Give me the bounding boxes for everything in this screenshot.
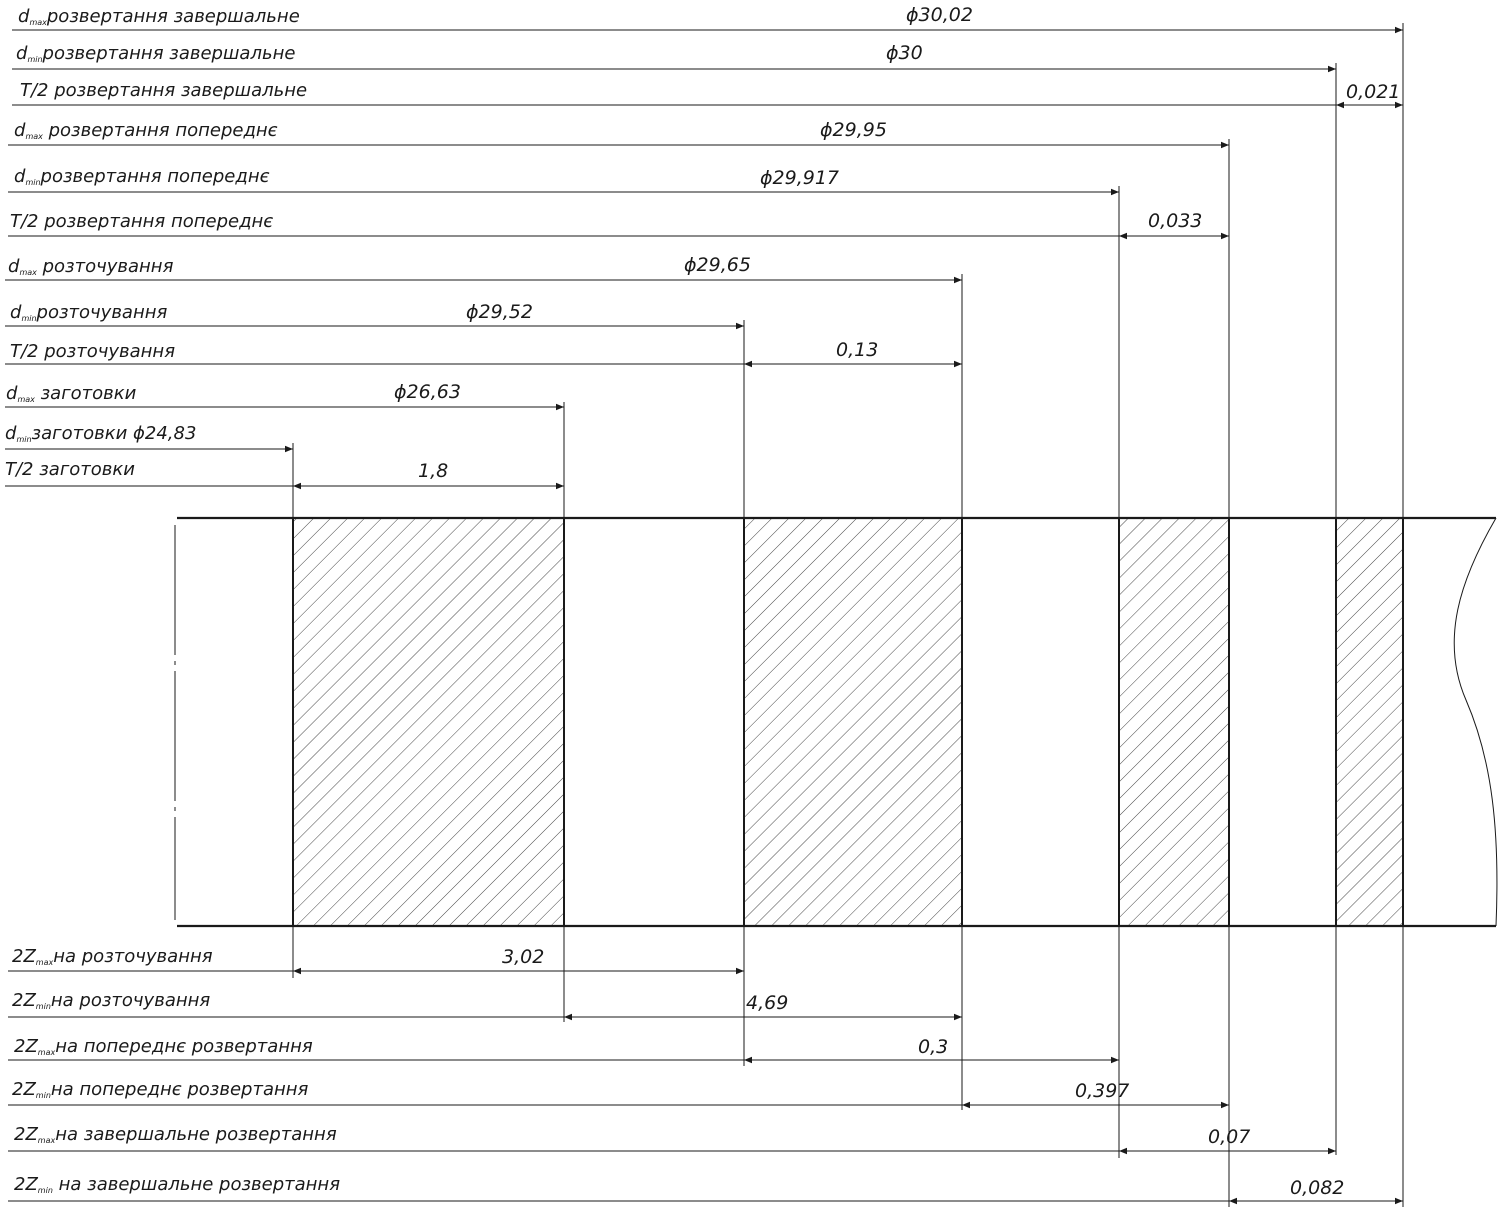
- dmax-final-reaming-label: dmaxрозвертання завершальне: [18, 6, 300, 27]
- dmax-boring-value: ϕ29,65: [684, 254, 751, 276]
- dmax-blank-value: ϕ26,63: [394, 381, 461, 403]
- dmax-preliminary-reaming-value: ϕ29,95: [820, 119, 887, 141]
- half-tolerance-blank-value: 1,8: [418, 460, 449, 482]
- lower-labels: [12, 946, 340, 1195]
- dmin-final-reaming-label: dminрозвертання завершальне: [16, 43, 296, 64]
- dmin-boring-label: dminрозточування: [10, 302, 168, 323]
- 2zmin-boring-value: 4,69: [746, 992, 789, 1014]
- dmin-blank-label: dminзаготовки ϕ24,83: [5, 423, 197, 444]
- dmax-final-reaming-value: ϕ30,02: [906, 4, 973, 26]
- 2zmin-preliminary-reaming-value: 0,397: [1075, 1080, 1130, 1102]
- final-reaming-tolerance-zone: [1336, 518, 1403, 926]
- dmin-final-reaming-value: ϕ30: [886, 42, 923, 64]
- half-tolerance-final-reaming-label: T/2 розвертання завершальне: [20, 80, 308, 101]
- dmin-preliminary-reaming-value: ϕ29,917: [760, 167, 840, 189]
- 2zmin-preliminary-reaming-label: 2Zminна попереднє розвертання: [12, 1079, 309, 1100]
- 2zmin-final-reaming-label: 2Zmin на завершальне розвертання: [14, 1174, 341, 1195]
- 2zmin-final-reaming-value: 0,082: [1290, 1177, 1345, 1199]
- half-tolerance-boring-label: T/2 розточування: [10, 341, 176, 362]
- dmax-boring-label: dmax розточування: [8, 256, 174, 277]
- dmin-boring-value: ϕ29,52: [466, 301, 533, 323]
- 2zmax-final-reaming-label: 2Zmaxна завершальне розвертання: [14, 1124, 337, 1145]
- 2zmax-preliminary-reaming-label: 2Zmaxна попереднє розвертання: [14, 1036, 313, 1057]
- dmax-preliminary-reaming-label: dmax розвертання попереднє: [14, 120, 278, 141]
- preliminary-reaming-tolerance-zone: [1119, 518, 1229, 926]
- 2zmax-preliminary-reaming-value: 0,3: [918, 1036, 949, 1058]
- dmax-blank-label: dmax заготовки: [6, 383, 137, 404]
- upper-values: [394, 4, 1400, 482]
- half-tolerance-preliminary-reaming-label: T/2 розвертання попереднє: [10, 211, 274, 232]
- 2zmax-final-reaming-value: 0,07: [1208, 1126, 1251, 1148]
- tolerance-zones: [293, 518, 1403, 926]
- half-tolerance-blank-label: T/2 заготовки: [5, 459, 135, 480]
- half-tolerance-boring-value: 0,13: [836, 339, 879, 361]
- 2zmax-boring-label: 2Zmaxна розточування: [12, 946, 213, 967]
- blank-tolerance-zone: [293, 518, 564, 926]
- half-tolerance-final-reaming-value: 0,021: [1346, 81, 1401, 103]
- upper-labels: [5, 6, 307, 480]
- boring-tolerance-zone: [744, 518, 962, 926]
- 2zmin-boring-label: 2Zminна розточування: [12, 990, 211, 1011]
- half-tolerance-preliminary-reaming-value: 0,033: [1148, 210, 1203, 232]
- dmin-preliminary-reaming-label: dminрозвертання попереднє: [14, 166, 270, 187]
- 2zmax-boring-value: 3,02: [502, 946, 545, 968]
- lower-values: [502, 946, 1344, 1199]
